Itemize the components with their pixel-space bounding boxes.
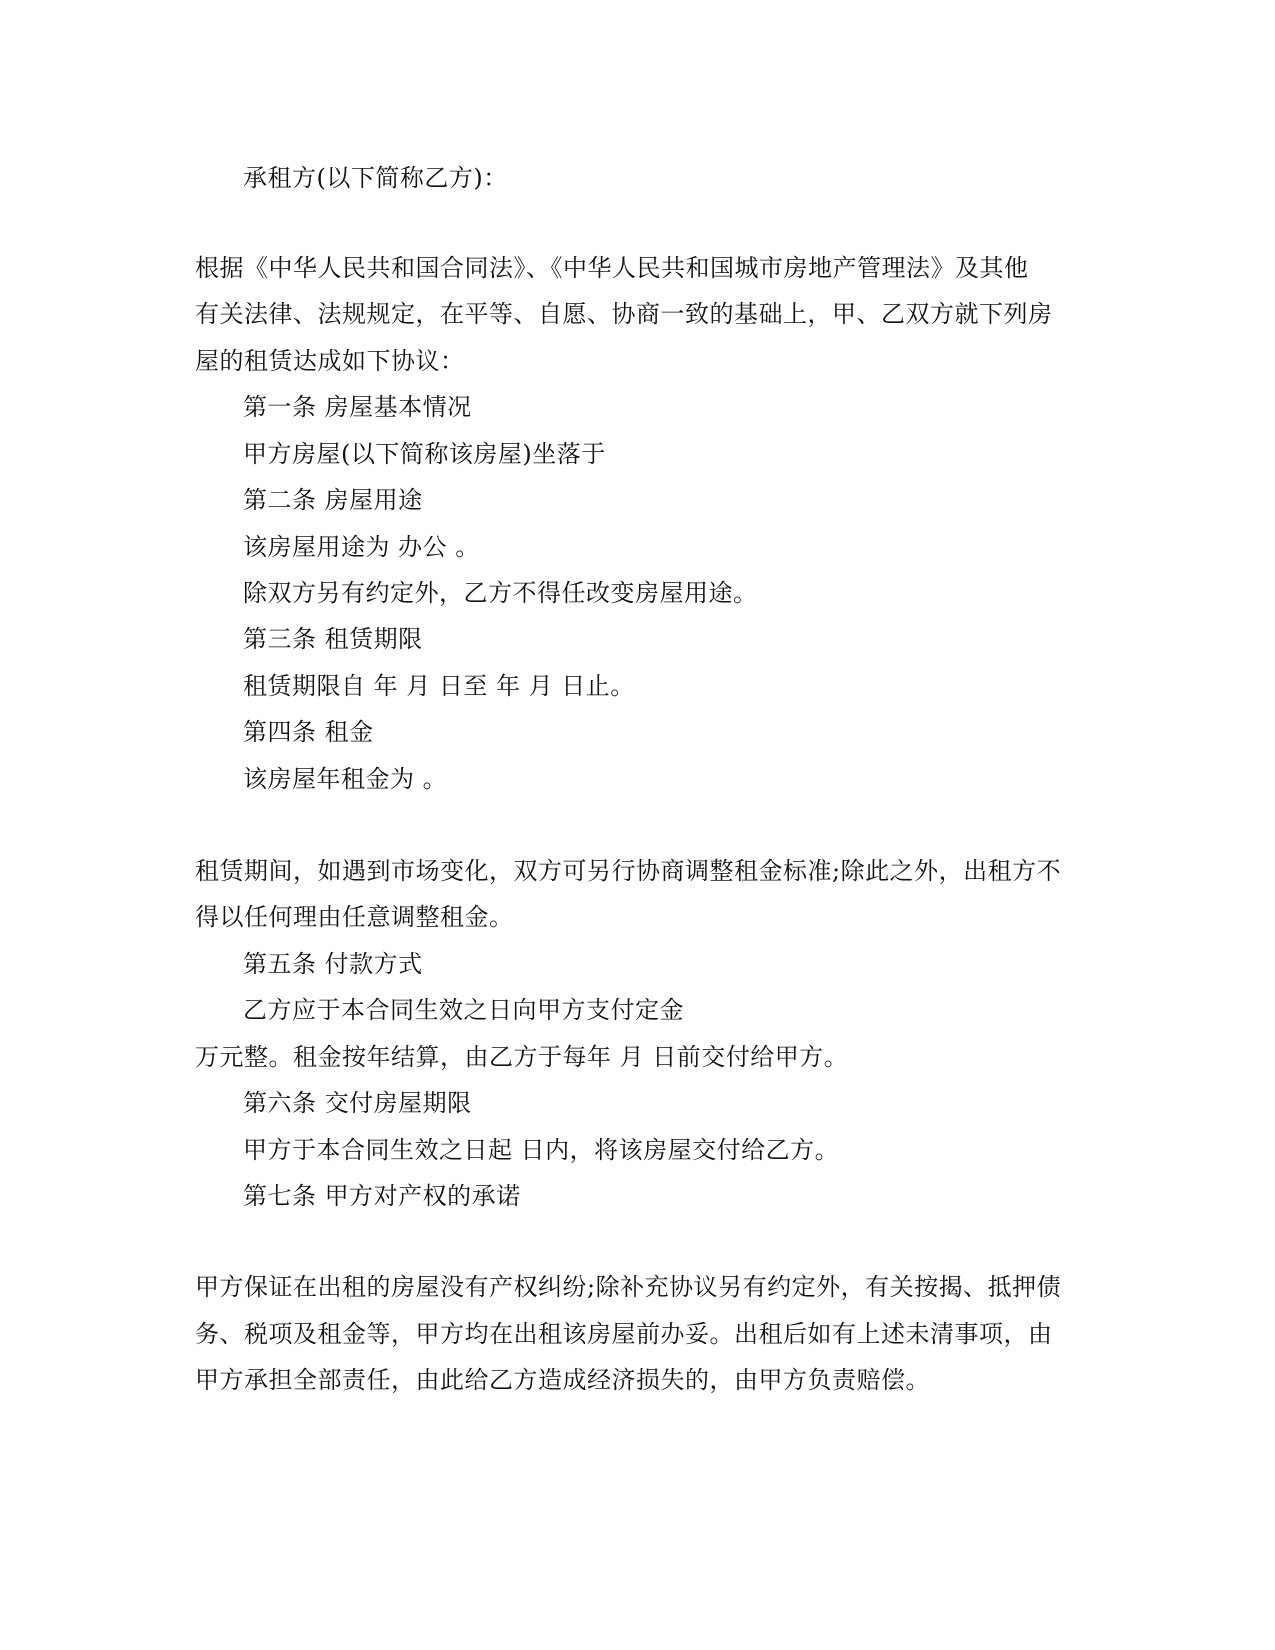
article-heading: 第二条 房屋用途 — [243, 486, 423, 514]
article-heading: 第四条 租金 — [243, 718, 374, 746]
article-heading: 第三条 租赁期限 — [243, 625, 423, 653]
paragraph-line: 甲方房屋(以下简称该房屋)坐落于 — [243, 440, 606, 468]
paragraph-line: 甲方于本合同生效之日起 日内，将该房屋交付给乙方。 — [243, 1136, 840, 1164]
paragraph-line: 除双方另有约定外，乙方不得任改变房屋用途。 — [243, 579, 758, 607]
paragraph-line: 租赁期限自 年 月 日至 年 月 日止。 — [243, 672, 635, 700]
paragraph-line: 甲方承担全部责任，由此给乙方造成经济损失的，由甲方负责赔偿。 — [195, 1366, 930, 1394]
article-heading: 第一条 房屋基本情况 — [243, 393, 472, 421]
paragraph-line: 务、税项及租金等，甲方均在出租该房屋前办妥。出租后如有上述未清事项，由 — [195, 1320, 1053, 1348]
paragraph-line: 根据《中华人民共和国合同法》、《中华人民共和国城市房地产管理法》及其他 — [195, 254, 1029, 282]
lessee-line: 承租方(以下简称乙方)： — [243, 164, 508, 192]
paragraph-line: 有关法律、法规规定，在平等、自愿、协商一致的基础上，甲、乙双方就下列房 — [195, 300, 1053, 328]
paragraph-line: 该房屋年租金为 。 — [243, 765, 448, 793]
article-heading: 第六条 交付房屋期限 — [243, 1089, 472, 1117]
article-heading: 第五条 付款方式 — [243, 950, 423, 978]
article-heading: 第七条 甲方对产权的承诺 — [243, 1182, 521, 1210]
paragraph-line: 甲方保证在出租的房屋没有产权纠纷;除补充协议另有约定外，有关按揭、抵押债 — [195, 1273, 1062, 1301]
paragraph-line: 万元整。租金按年结算，由乙方于每年 月 日前交付给甲方。 — [195, 1043, 849, 1071]
paragraph-line: 该房屋用途为 办公 。 — [243, 533, 480, 561]
paragraph-line: 屋的租赁达成如下协议： — [195, 347, 465, 375]
paragraph-line: 得以任何理由任意调整租金。 — [195, 903, 514, 931]
paragraph-line: 租赁期间，如遇到市场变化，双方可另行协商调整租金标准;除此之外，出租方不 — [195, 857, 1062, 885]
paragraph-line: 乙方应于本合同生效之日向甲方支付定金 — [243, 996, 684, 1024]
